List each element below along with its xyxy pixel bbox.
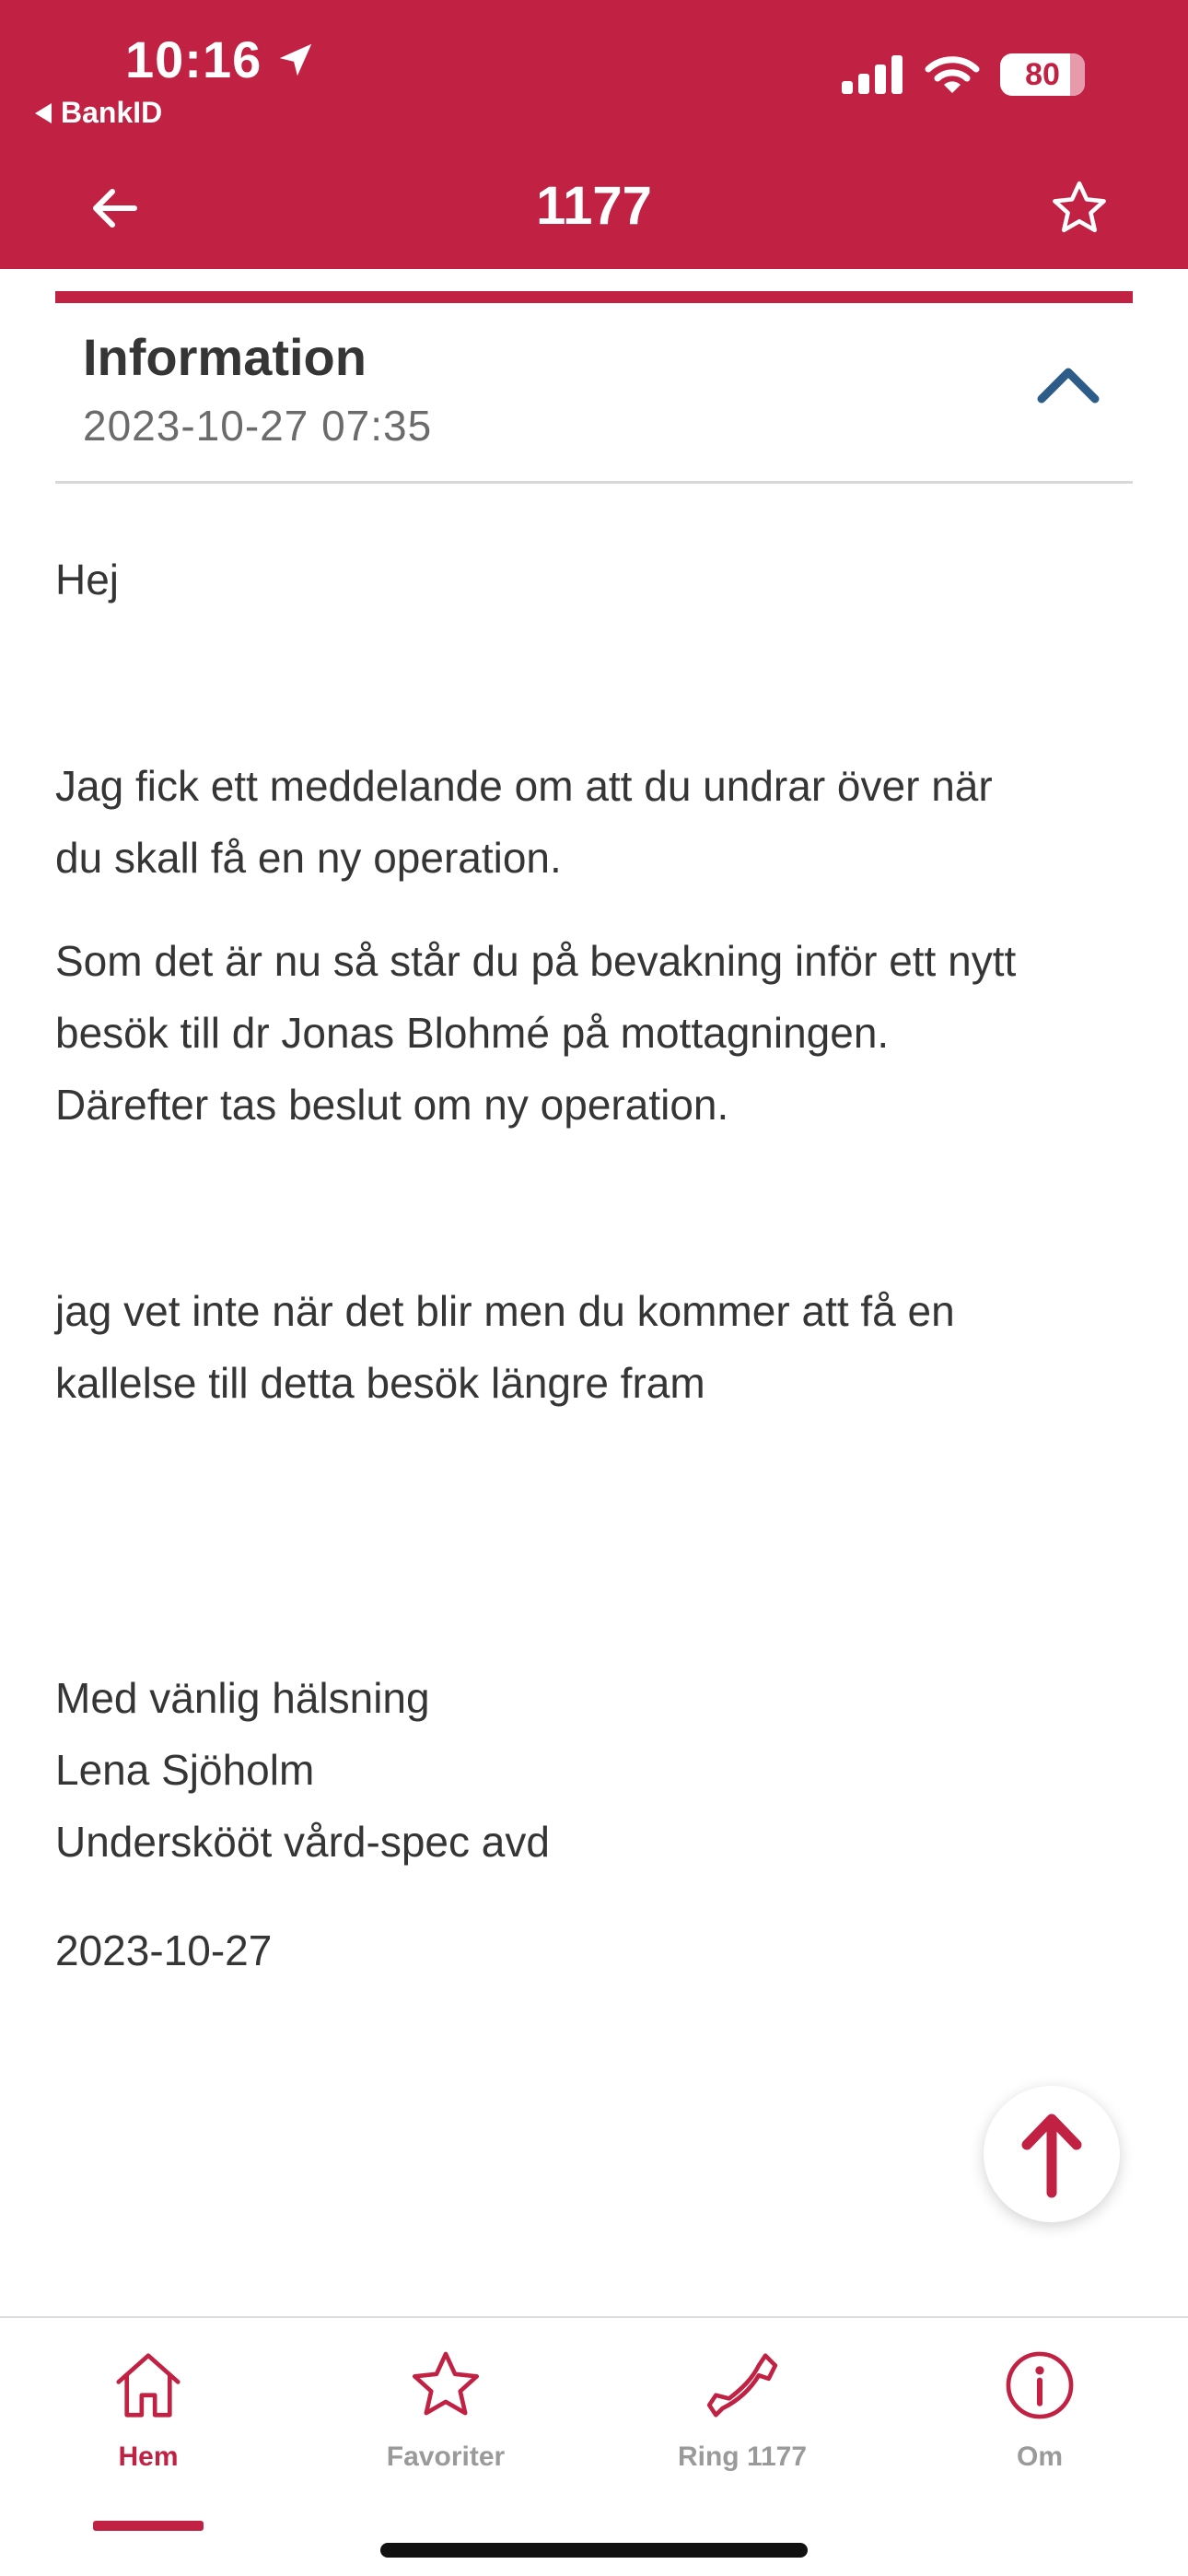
signal-icon (842, 55, 904, 94)
status-time (125, 29, 317, 89)
paragraph-2-line-1: Som det är nu så står du på bevakning inför ett nytt (55, 937, 1017, 985)
active-tab-indicator (93, 2521, 204, 2531)
info-icon (1000, 2346, 1079, 2425)
back-triangle-icon (35, 103, 52, 123)
battery-level: 80 (1025, 56, 1060, 92)
message-header[interactable] (55, 303, 1133, 484)
tab-favoriter[interactable] (344, 2346, 547, 2512)
star-icon (406, 2346, 485, 2425)
paragraph-2-line-2: besök till dr Jonas Blohmé på mottagningen. (55, 1009, 890, 1057)
location-arrow-icon (274, 39, 317, 81)
home-icon (109, 2346, 188, 2425)
battery-indicator (1000, 53, 1085, 96)
tab-label: Hem (118, 2441, 179, 2472)
paragraph-3-line-2: kallelse till detta besök längre fram (55, 1359, 705, 1407)
message-body (55, 544, 1142, 1986)
message-date: 2023-10-27 07:35 (83, 402, 433, 450)
tab-hem[interactable] (47, 2346, 250, 2512)
status-icons (842, 53, 1085, 96)
tab-ring-1177[interactable] (641, 2346, 844, 2512)
tab-label: Ring 1177 (677, 2441, 808, 2472)
tab-label: Om (1016, 2441, 1063, 2472)
chevron-up-icon (1036, 364, 1101, 404)
paragraph-1-line-1: Jag fick ett meddelande om att du undrar över när (55, 762, 993, 810)
card-accent-bar (55, 291, 1133, 303)
back-app-label: BankID (61, 96, 163, 129)
tab-om[interactable] (938, 2346, 1141, 2512)
greeting: Hej (55, 556, 120, 603)
back-to-app-link[interactable] (35, 96, 162, 130)
home-indicator[interactable] (380, 2543, 808, 2558)
paragraph-1-line-2: du skall få en ny operation. (55, 834, 562, 882)
signature-date: 2023-10-27 (55, 1926, 273, 1974)
paragraph-3-line-1: jag vet inte när det blir men du kommer att få en (55, 1287, 955, 1335)
arrow-up-icon (1019, 2110, 1084, 2198)
phone-icon (703, 2346, 782, 2425)
collapse-button[interactable] (1031, 347, 1105, 421)
time-label: 10:16 (125, 30, 262, 88)
page-title: 1177 (536, 176, 652, 236)
paragraph-2-line-3: Därefter tas beslut om ny operation. (55, 1081, 729, 1129)
message-title: Information (83, 328, 367, 386)
tab-label: Favoriter (386, 2441, 506, 2472)
favorite-star-button[interactable] (1048, 177, 1111, 240)
signature-role: Underskööt vård-spec avd (55, 1818, 550, 1866)
scroll-to-top-button[interactable] (984, 2086, 1120, 2222)
signature-name: Lena Sjöholm (55, 1746, 315, 1794)
tab-bar (0, 2316, 1188, 2576)
top-bar (0, 0, 1188, 269)
signature-closing: Med vänlig hälsning (55, 1674, 430, 1722)
wifi-icon (925, 54, 980, 95)
